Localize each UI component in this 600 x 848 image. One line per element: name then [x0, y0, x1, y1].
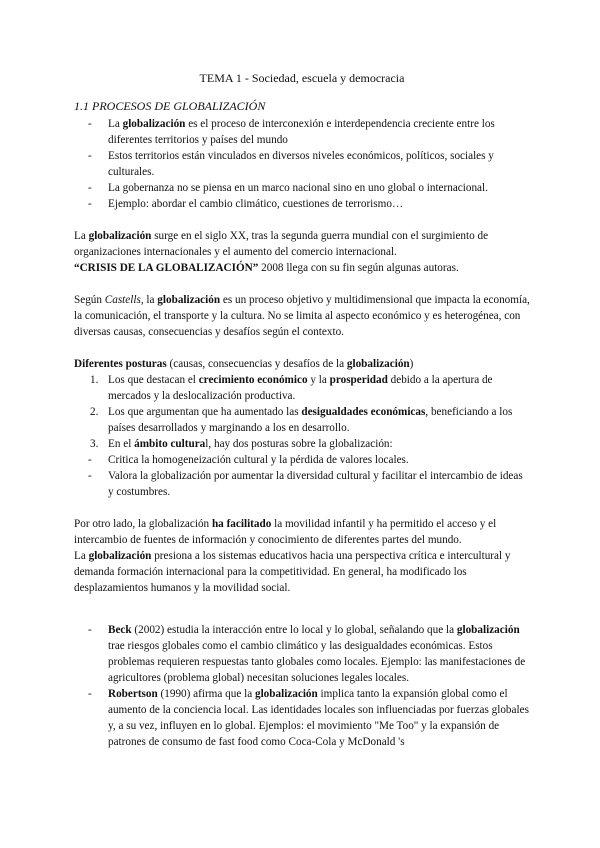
authors-list: [74, 622, 530, 750]
document-title: TEMA 1 - Sociedad, escuela y democracia: [199, 71, 405, 85]
intro-bullet-list: [74, 116, 530, 212]
dash-marker: -: [88, 182, 92, 194]
list-item: - Ejemplo: abordar el cambio climático, cuestiones de terrorismo…: [88, 198, 404, 210]
list-item: - Robertson (1990) afirma que la globalización implica tanto la expansión global como el aumento de la conciencia local. Las identidades locales son influenciadas por fuerzas globales y, a su vez, influyen en lo global. Ejemplos: el movimiento "Me Too" y la expansión de patrones de consumo de fast food como Coca-Cola y McDonald 's: [88, 688, 529, 748]
number-marker: 2.: [90, 406, 99, 418]
list-item: - La gobernanza no se piensa en un marco nacional sino en uno global o internacional.: [88, 182, 488, 194]
dash-marker: -: [88, 624, 92, 636]
author-name: Robertson: [108, 688, 158, 700]
postures-numbered-list: [74, 372, 530, 452]
list-item: - Critica la homogeneización cultural y la pérdida de valores locales.: [88, 454, 409, 466]
number-marker: 1.: [90, 374, 99, 386]
dash-marker: -: [88, 688, 92, 700]
paragraph-mobility: Por otro lado, la globalización ha facilitado la movilidad infantil y ha permitido el acceso y el intercambio de fuentes de información y conocimiento de diferentes partes del mundo. La globalización presiona a los sistemas educativos hacia una perspectiva crítica e intercultural y demanda formación internacional para la competitividad. En general, ha modificado los desplazamientos humanos y la movilidad social.: [74, 518, 511, 594]
list-item: 3. En el ámbito cultural, hay dos posturas sobre la globalización:: [90, 438, 393, 450]
paragraph-castells: Según Castells, la globalización es un proceso objetivo y multidimensional que impacta la economía, la comunicación, el transporte y la cultura. No se limita al aspecto económico y es heterogénea, con diversas causas, consecuencias y desafíos según el contexto.: [74, 294, 530, 338]
dash-marker: -: [88, 454, 92, 466]
bold-term: globalización: [88, 550, 152, 562]
list-item: - Valora la globalización por aumentar la diversidad cultural y facilitar el intercambio de ideas y costumbres.: [88, 470, 523, 498]
author-name: Beck: [108, 624, 132, 636]
dash-marker: -: [88, 198, 92, 210]
bold-term: globalización: [157, 294, 221, 306]
postures-heading: Diferentes posturas (causas, consecuencias y desafíos de la globalización): [74, 358, 414, 370]
paragraph-origin: La globalización surge en el siglo XX, tras la segunda guerra mundial con el surgimiento de organizaciones internacionales y el aumento del comercio internacional. “CRISIS DE LA GLOBALIZACIÓN” 2008 llega con su fin según algunas autoras.: [74, 230, 489, 274]
italic-author: Castells,: [104, 294, 144, 306]
bold-term: globalización: [122, 118, 186, 130]
list-item: 2. Los que argumentan que ha aumentado las desigualdades económicas, beneficiando a los países desarrollados y marginando a los en desarrollo.: [90, 406, 513, 434]
bold-term: ha facilitado: [211, 518, 272, 530]
dash-marker: -: [88, 150, 92, 162]
bold-term: “CRISIS DE LA GLOBALIZACIÓN”: [74, 262, 259, 274]
list-item: - Estos territorios están vinculados en diversos niveles económicos, políticos, sociales y culturales.: [88, 150, 494, 178]
dash-marker: -: [88, 118, 92, 130]
cultural-postures-list: [74, 452, 530, 500]
list-item: - La globalización es el proceso de interconexión e interdependencia creciente entre los diferentes territorios y países del mundo: [88, 118, 495, 146]
dash-marker: -: [88, 470, 92, 482]
bold-term: globalización: [88, 230, 152, 242]
list-item: 1. Los que destacan el crecimiento económico y la prosperidad debido a la apertura de mercados y la deslocalización productiva.: [90, 374, 493, 402]
number-marker: 3.: [90, 438, 99, 450]
list-item: - Beck (2002) estudia la interacción entre lo local y lo global, señalando que la globalización trae riesgos globales como el cambio climático y las desigualdades económicas. Estos problemas requieren respuestas tanto globales como locales. Ejemplo: las manifestaciones de agricultores (problema global) necesitan soluciones legales locales.: [88, 624, 526, 684]
section-heading: 1.1 PROCESOS DE GLOBALIZACIÓN: [74, 99, 266, 113]
